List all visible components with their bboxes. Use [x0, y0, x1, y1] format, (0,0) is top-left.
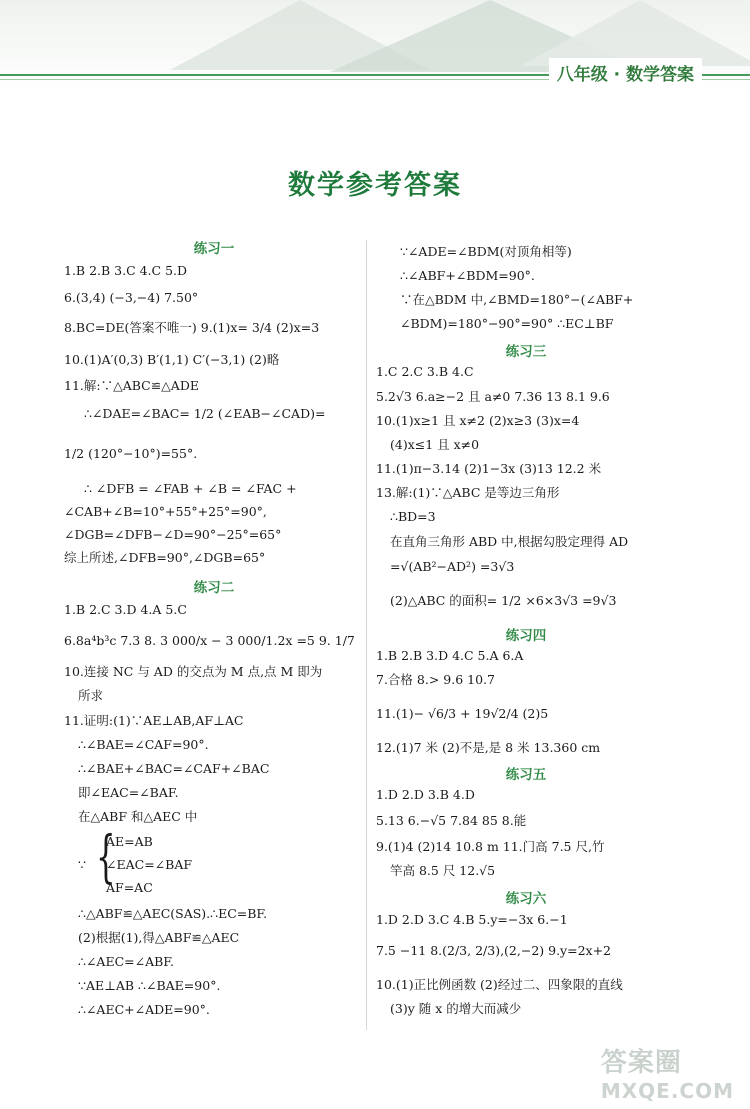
- answer-line: 10.(1)正比例函数 (2)经过二、四象限的直线: [376, 977, 623, 992]
- answer-line: 7.合格 8.> 9.6 10.7: [376, 672, 495, 687]
- answer-line: 9.(1)4 (2)14 10.8 m 11.门高 7.5 尺,竹: [376, 839, 605, 854]
- answer-line: 7.5 −11 8.(2/3, 2/3),(2,−2) 9.y=2x+2: [376, 943, 612, 958]
- answer-line: ∴∠BAE=∠CAF=90°.: [78, 737, 209, 752]
- answer-line: 5.2√3 6.a≥−2 且 a≠0 7.36 13 8.1 9.6: [376, 389, 610, 404]
- answer-line: (3)y 随 x 的增大而减少: [390, 1001, 522, 1016]
- answer-line: ∴∠ABF+∠BDM=90°.: [400, 268, 535, 283]
- header-label: 八年级 · 数学答案: [549, 58, 702, 87]
- answer-line: 10.(1)A′(0,3) B′(1,1) C′(−3,1) (2)略: [64, 352, 280, 367]
- section-heading: 练习四: [505, 628, 547, 644]
- answer-line: 10.连接 NC 与 AD 的交点为 M 点,点 M 即为: [64, 664, 323, 679]
- answer-line: 所求: [78, 688, 104, 703]
- answer-line: 6.(3,4) (−3,−4) 7.50°: [64, 290, 199, 305]
- section-heading: 练习六: [505, 891, 547, 907]
- answer-line: ∵: [78, 857, 86, 872]
- header-shape: [520, 0, 750, 66]
- answer-line: 13.解:(1)∵△ABC 是等边三角形: [376, 485, 560, 500]
- answer-line: 1.B 2.B 3.D 4.C 5.A 6.A: [376, 648, 524, 663]
- column-divider: [366, 240, 367, 1030]
- answer-line: ∴△ABF≌△AEC(SAS).∴EC=BF.: [78, 906, 268, 921]
- answer-line: 1.C 2.C 3.B 4.C: [376, 364, 474, 379]
- answer-line: ∴∠AEC=∠ABF.: [78, 954, 175, 969]
- answer-line: ∴∠AEC+∠ADE=90°.: [78, 1002, 210, 1017]
- page-title: 数学参考答案: [288, 170, 462, 201]
- answer-line: =√(AB²−AD²) =3√3: [390, 559, 515, 574]
- answer-line: AF=AC: [106, 880, 153, 895]
- answer-line: 在直角三角形 ABD 中,根据勾股定理得 AD: [390, 534, 629, 549]
- answer-line: ∠CAB+∠B=10°+55°+25°=90°,: [64, 504, 267, 519]
- answer-line: 11.(1)π−3.14 (2)1−3x (3)13 12.2 米: [376, 461, 602, 476]
- answer-line: (4)x≤1 且 x≠0: [390, 437, 480, 452]
- answer-line: 1.B 2.C 3.D 4.A 5.C: [64, 602, 187, 617]
- answer-line: 即∠EAC=∠BAF.: [78, 785, 179, 800]
- section-heading: 练习一: [193, 241, 235, 257]
- answer-line: 1.B 2.B 3.C 4.C 5.D: [64, 263, 188, 278]
- answer-line: ∵AE⊥AB ∴∠BAE=90°.: [78, 978, 221, 993]
- answer-line: ∵∠ADE=∠BDM(对顶角相等): [400, 244, 572, 259]
- answer-line: 竿高 8.5 尺 12.√5: [390, 863, 496, 878]
- answer-line: (2)△ABC 的面积= 1/2 ×6×3√3 =9√3: [390, 593, 617, 608]
- answer-line: 1.D 2.D 3.B 4.D: [376, 787, 475, 802]
- answer-line: 8.BC=DE(答案不唯一) 9.(1)x= 3/4 (2)x=3: [64, 320, 320, 335]
- answer-line: ∴ ∠DFB = ∠FAB + ∠B = ∠FAC +: [84, 481, 297, 496]
- answer-line: 1/2 (120°−10°)=55°.: [64, 446, 198, 461]
- brace-symbol: {: [96, 825, 116, 890]
- section-heading: 练习二: [193, 580, 235, 596]
- answer-line: ∴BD=3: [390, 509, 436, 524]
- watermark-logo: 答案圈: [600, 1048, 682, 1078]
- answer-line: 5.13 6.−√5 7.84 85 8.能: [376, 813, 527, 828]
- answer-line: ∠EAC=∠BAF: [106, 857, 193, 872]
- answer-line: 11.证明:(1)∵AE⊥AB,AF⊥AC: [64, 713, 244, 728]
- section-heading: 练习五: [505, 767, 547, 783]
- answer-line: 综上所述,∠DFB=90°,∠DGB=65°: [64, 550, 266, 565]
- answer-line: 11.(1)− √6/3 + 19√2/4 (2)5: [376, 706, 549, 721]
- answer-line: AE=AB: [106, 834, 153, 849]
- answer-line: ∠DGB=∠DFB−∠D=90°−25°=65°: [64, 527, 282, 542]
- answer-line: ∴∠DAE=∠BAC= 1/2 (∠EAB−∠CAD)=: [84, 406, 326, 421]
- answer-line: 12.(1)7 米 (2)不是,是 8 米 13.360 cm: [376, 740, 601, 755]
- answer-line: 在△ABF 和△AEC 中: [78, 809, 198, 824]
- answer-line: 11.解:∵△ABC≌△ADE: [64, 378, 199, 393]
- watermark: [601, 1042, 734, 1103]
- answer-line: 10.(1)x≥1 且 x≠2 (2)x≥3 (3)x=4: [376, 413, 580, 428]
- answer-line: 1.D 2.D 3.C 4.B 5.y=−3x 6.−1: [376, 912, 568, 927]
- section-heading: 练习三: [505, 344, 547, 360]
- answer-line: ∵在△BDM 中,∠BMD=180°−(∠ABF+: [400, 292, 634, 307]
- answer-line: 6.8a⁴b³c 7.3 8. 3 000/x − 3 000/1.2x =5 9. 1/7: [64, 633, 355, 648]
- answer-line: ∠BDM)=180°−90°=90° ∴EC⊥BF: [400, 316, 614, 331]
- answer-line: (2)根据(1),得△ABF≌△AEC: [78, 930, 240, 945]
- watermark-url: MXQE.COM: [600, 1079, 734, 1103]
- answer-line: ∴∠BAE+∠BAC=∠CAF+∠BAC: [78, 761, 270, 776]
